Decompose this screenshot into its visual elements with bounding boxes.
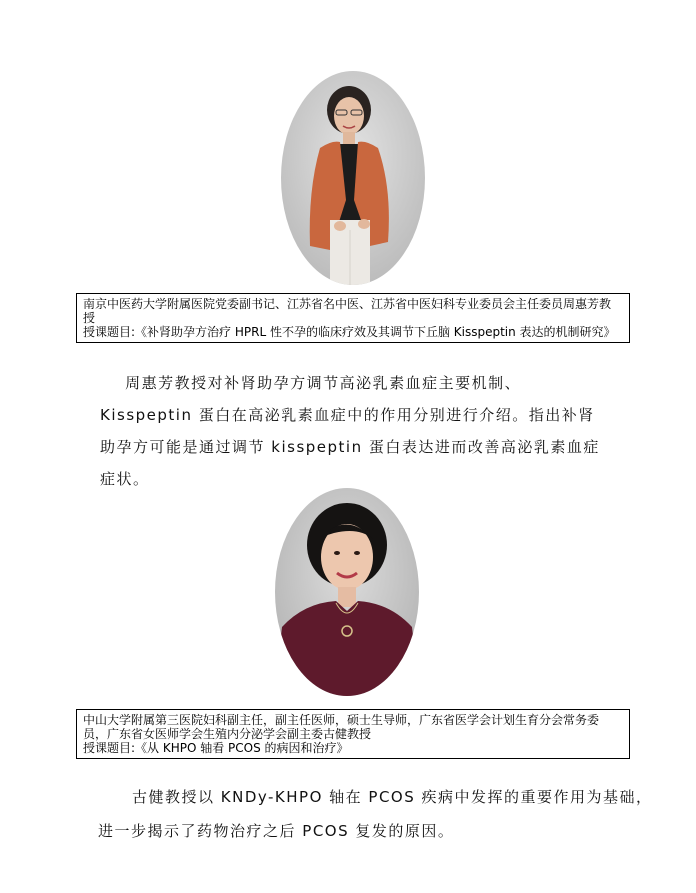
speaker-caption-box-2 — [76, 709, 630, 759]
speaker-summary-paragraph-1 — [100, 372, 620, 500]
speaker-summary-paragraph-2 — [98, 786, 653, 852]
paragraph-line: 症状。 — [100, 470, 150, 488]
paragraph-line: 周惠芳教授对补肾助孕方调节高泌乳素血症主要机制、 — [100, 374, 522, 392]
caption-lecture-topic: 授课题目:《从 KHPO 轴看 PCOS 的病因和治疗》 — [83, 741, 349, 755]
caption-title-line: 员，广东省女医师学会生殖内分泌学会副主委古健教授 — [83, 727, 372, 741]
paragraph-line: 助孕方可能是通过调节 kisspeptin 蛋白表达进而改善高泌乳素血症 — [100, 438, 600, 456]
paragraph-line: Kisspeptin 蛋白在高泌乳素血症中的作用分别进行介绍。指出补肾 — [100, 406, 595, 424]
portrait-photo-gu-jian — [274, 487, 420, 697]
caption-title-line: 中山大学附属第三医院妇科副主任，副主任医师，硕士生导师，广东省医学会计划生育分会常务委 — [83, 713, 600, 727]
paragraph-line: 进一步揭示了药物治疗之后 PCOS 复发的原因。 — [98, 822, 455, 840]
caption-lecture-topic: 授课题目:《补肾助孕方治疗 HPRL 性不孕的临床疗效及其调节下丘脑 Kisspeptin 表达的机制研究》 — [83, 325, 616, 339]
portrait-photo-zhou-huifang — [280, 70, 426, 286]
caption-title-line: 授 — [83, 311, 96, 325]
caption-title-line: 南京中医药大学附属医院党委副书记、江苏省名中医、江苏省中医妇科专业委员会主任委员周惠芳教 — [83, 297, 612, 311]
paragraph-line: 古健教授以 KNDy-KHPO 轴在 PCOS 疾病中发挥的重要作用为基础， — [132, 788, 653, 806]
speaker-caption-box-1 — [76, 293, 630, 343]
